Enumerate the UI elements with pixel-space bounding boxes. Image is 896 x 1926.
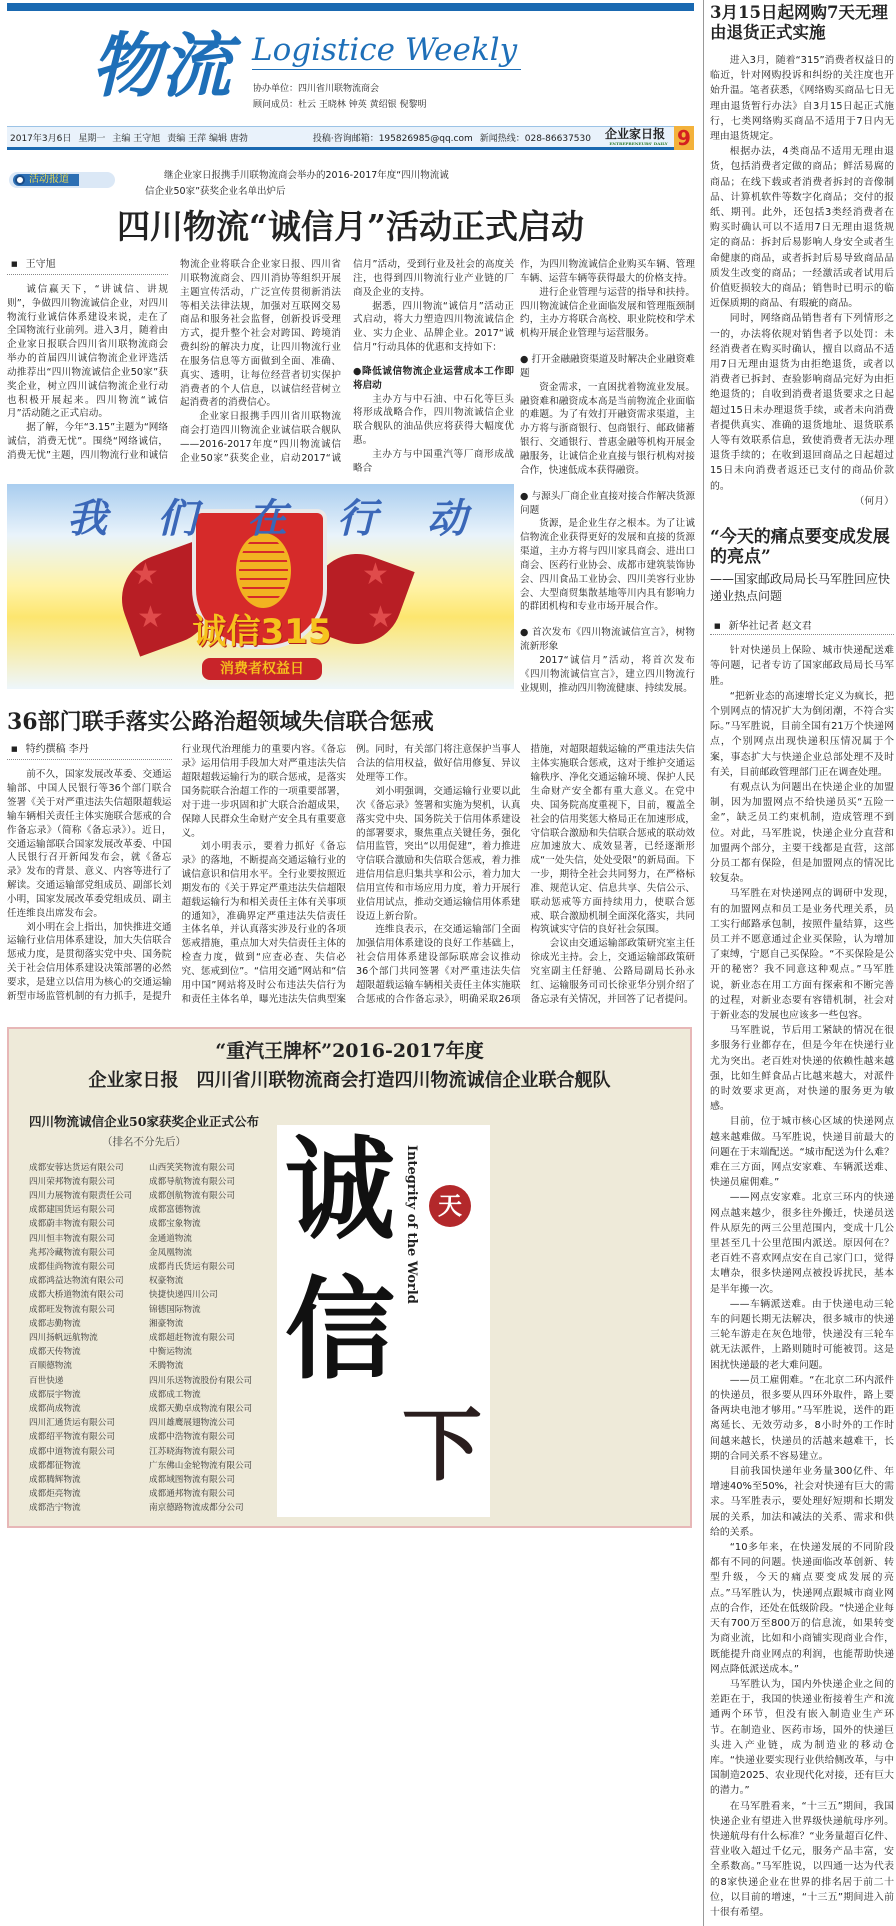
list-item: 成都辰宇物流 (29, 1389, 81, 1400)
list-item: 成都宝象物流 (149, 1219, 201, 1230)
star-icon: ★ (362, 556, 389, 592)
paragraph: 刘小明强调，交通运输行业要以此次《备忘录》签署和实施为契机，认真落实党中央、国务院关于信用体系建设的部署要求，聚焦重点关键任务，强化信用监管，突出“以用促建”，着力推进守信联合激励和失信联合惩戒，着力推进信用信息归集共享和公示，着力加大信用宣传和市场应用力度，着力开展行业信用试点，推动交通运输信用体系建设迈上新台阶。 (356, 786, 521, 922)
news-hotline: 新闻热线：028-86637530 (479, 133, 591, 144)
awards-list-title: 四川物流诚信企业50家获奖企业正式公布 (29, 1113, 259, 1129)
list-item: 成都创航物流有限公司 (149, 1190, 235, 1201)
weekday: 星期一 (78, 133, 106, 144)
list-item: 成都蔚丰物流有限公司 (29, 1219, 115, 1230)
paragraph: ——网点安家难。北京三环内的快递网点越来越少，很多往外搬迁，快递员送件从原先的两三公里范围内，变成十几公里甚至几十公里范围内派送。原因何在？老百姓不喜欢网点安在自己家门口，觉得太嘈杂，很多快递网点被投诉扰民，基本是半年搬一次。 (710, 1192, 894, 1295)
byline: ■ 王守旭 (7, 258, 168, 275)
banner-sub-text: 消费者权益日 (202, 658, 322, 680)
list-item: 成都富德物流 (149, 1205, 201, 1216)
list-item: 成都安蓉达货运有限公司 (29, 1162, 124, 1173)
paragraph: 针对快递员上保险、城市快递配送难等问题，记者专访了国家邮政局局长马军胜。 (710, 645, 894, 687)
list-item: 百世快递 (29, 1375, 64, 1386)
list-item: 四川荣邦物流有限公司 (29, 1176, 115, 1187)
list-item: 成都炬亮物流 (29, 1489, 81, 1500)
paragraph: 在马军胜看来，“十三五”期间，我国快递企业有望进入世界级快递航母序列。快递航母有什么标准？“业务量超百亿件、营业收入超过千亿元，服务产品丰富，安全系数高。”马军胜说，以四通一达为代表的8家快递企业在世界的排名居于前二十位，以目前的增速，“十三五”期间进入前十很有希望。 (710, 1800, 894, 1918)
main-headline: 四川物流“诚信月”活动正式启动 (117, 207, 584, 246)
section-heading: ● 与源头厂商企业直接对接合作解决货源问题 (520, 490, 695, 516)
page-number: 9 (674, 126, 694, 150)
list-item: 湘豪物流 (149, 1318, 184, 1329)
integrity-calligraphy-artwork: 诚 信 Integrity of the World 天 下 (277, 1125, 490, 1517)
star-icon: ★ (137, 599, 164, 635)
globe-icon (236, 533, 291, 608)
paragraph: 主办方与中石油、中石化等巨头将形成战略合作，四川物流诚信企业联合舰队的油品供应将获得大幅度优惠。 (353, 393, 514, 447)
issue-date: 2017年3月6日 (10, 133, 72, 144)
list-item: 成都大桥道物流有限公司 (29, 1290, 124, 1301)
paragraph: 作，为四川物流诚信企业购买车辆、管理车辆、运营车辆等获得最大的价格支持。 (520, 259, 695, 284)
list-item: 金通道物流 (149, 1233, 192, 1244)
globe-icon (15, 175, 25, 185)
list-item: 四川扬帆远航物流 (29, 1332, 98, 1343)
list-item: 成都腾辉物流 (29, 1474, 81, 1485)
list-item: 中衡运物流 (149, 1347, 192, 1358)
section-tag-label: 活动报道 (13, 174, 79, 186)
byline: ■ 新华社记者 赵文君 (710, 617, 894, 635)
editors: 责编 王萍 编辑 唐勃 (167, 133, 248, 144)
advisors: 顾问成员：杜云 王晓林 钟英 黄绍银 倪黎明 (253, 100, 427, 110)
side2-headline: “今天的痛点要变成发展的亮点” (710, 527, 890, 568)
list-item: 成都导航物流有限公司 (149, 1176, 235, 1187)
side2-subtitle: ——国家邮政局局长马军胜回应快递业热点问题 (710, 572, 891, 604)
list-item: 成都佳尚物流有限公司 (29, 1261, 115, 1272)
list-item: 成都尚成物流 (29, 1403, 81, 1414)
awards-list-col2 (149, 1161, 252, 1516)
section-heading: ● 打开金融融资渠道及时解决企业融资难题 (520, 354, 695, 379)
list-item: 广东佛山金轮物流有限公司 (149, 1460, 253, 1471)
paragraph: 根据办法，4类商品不适用无理由退货，包括消费者定做的商品；鲜活易腐的商品；在线下载或者消费者拆封的音像制品、计算机软件等数字化商品；交付的报纸、期刊。此外，还包括3类经消费者在购买时确认可以不适用7日无理由退货规定的商品：拆封后易影响人身安全或者生命健康的商品，或者拆封后易导致商品品质发生改变的商品；一经激活或者试用后价值贬损较大的商品；销售时已明示的临近保质期的商品、有瑕疵的商品。 (710, 146, 894, 310)
chief-editor: 主编 王守旭 (112, 133, 161, 144)
list-item: 四川恒丰物流有限公司 (29, 1233, 115, 1244)
masthead-english-title: Logistice Weekly (252, 31, 521, 70)
list-item: 成都浩宁物流 (29, 1503, 81, 1514)
article1 (7, 258, 695, 695)
article1-body (7, 258, 514, 476)
paragraph: 据了解，今年“3.15”主题为“网络诚信，消费无忧”。围绕“网络诚信，消费无忧”主题，四川物流行业和诚信物流企业将联合企业家日报、四川省川联物流商会、四川消协等组织开展主题宣传活动，广泛宣传贯彻新消法等相关法律法规，加强对互联网交易商品和服务社会监督，创新投诉受理方式，提升整个社会对跨国、跨境消费纠纷的解决力度，让四川物流行业在服务信息等方面做到全面、准确、真实、透明，让每位经营者切实保护消费者的个人信息，以诚信经营树立起消费者的消费信心。 (7, 259, 341, 461)
article1-header (7, 150, 695, 258)
paragraph: “把新业态的高速增长定义为疯长，把个别网点的情况扩大为倒闭潮，不符合实际。”马军胜说，目前全国有21万个快递网点，个别网点出现快递积压情况属于个案，事态扩大与快递企业总部处理不及时有关，目前邮政管理部门正在调查处理。 (710, 690, 894, 778)
masthead-title: 物流 (91, 24, 231, 107)
list-item: 成都建国货运有限公司 (29, 1205, 115, 1216)
list-item: 成都鸿益达物流有限公司 (29, 1276, 124, 1287)
list-item: 四川乐送物流股份有限公司 (149, 1375, 253, 1386)
paragraph: 刘小明在会上指出，加快推进交通运输行业信用体系建设，加大失信联合惩戒力度，是贯彻落实党中央、国务院关于社会信用体系建设决策部署的必然要求，是建立以信用为核心的交通运输新型市场监管机制的有力抓手，是提升行业现代治理能力的重要内容。《备忘录》运用信用手段加大对严重违法失信超限超载运输行为的联合惩戒，是落实国务院联合治超工作的一项重要部署，对于进一步巩固和扩大联合治超成果，保障人民群众生命财产安全具有重要意义。 (7, 744, 346, 1002)
paragraph: 据悉，四川物流“诚信月”活动正式启动，将大力塑造四川物流诚信企业、实力企业、品牌企业。2017“诚信月”行动具体的优惠和支持如下： (353, 300, 514, 354)
top-color-bar (7, 3, 694, 11)
list-item: 金凤凰物流 (149, 1247, 192, 1258)
section-heading: ●降低诚信物流企业运营成本工作即将启动 (353, 365, 514, 391)
paragraph: 马军胜在对快递网点的调研中发现，有的加盟网点和员工是业务代理关系，员工实行邮路承包制，按照件量结算，这些员工并不愿意通过企业买保险，认为增加了束缚，宁愿自己买保险。“不买保险是公开的秘密？我不同意这种观点。”马军胜说，新业态在用工方面有探索和不断完善的过程，对新业态要有容错机制，社会对于新业态的发展也应该多一些包容。 (710, 888, 894, 1021)
article2-body (7, 743, 695, 1006)
awards-title: “重汽王牌杯”2016-2017年度 (215, 1039, 484, 1062)
list-item: 成都旺发物流有限公司 (29, 1304, 115, 1315)
list-item: 四川力展物流有限责任公司 (29, 1190, 133, 1201)
awards-subtitle: 企业家日报 四川省川联物流商会打造四川物流诚信企业联合舰队 (88, 1069, 611, 1091)
paragraph: 货源，是企业生存之根本。为了让诚信物流企业获得更好的发展和直接的货源渠道，主办方将与四川家具商会、进出口商会、医药行业协会、成都市建筑装饰协会、四川食品工业协会、四川美容行业协会、大型商贸集散基地等川内具有影响力的群团机构和专业市场开展合作。 (520, 518, 695, 613)
article1-left (7, 258, 514, 689)
list-item: 四川汇通货运有限公司 (29, 1418, 115, 1429)
paragraph: 企业家日报携手四川省川联物流商会打造四川物流企业诚信联合舰队——2016-2017年度“四川物流诚信企业50家”获奖企业，启动2017“诚信月”活动，受到行业及社会的高度关注，也得到四川物流行业产业链的厂商及企业的支持。 (180, 259, 514, 464)
paragraph: 马军胜说，节后用工紧缺的情况在很多服务行业都存在，但是今年在快递行业尤为突出。老百姓对快递的依赖性越来越强，比如生鲜食品占比越来越大，对派件的时效要求更高，对快递的服务更为敏感。 (710, 1025, 894, 1113)
paper-logo: 企业家日报 ENTREPRENEURS' DAILY (604, 127, 668, 146)
paragraph: 会议由交通运输部政策研究室主任徐成光主持。会上，交通运输部政策研究室副主任舒驰、公路局副局长孙永红、运输服务司司长徐亚华分别介绍了备忘录有关情况，并回答了记者提问。 (530, 938, 695, 1005)
article1-body-continued (520, 258, 695, 695)
paragraph: 马军胜认为，国内外快递企业之间的差距在于，我国的快递业衔接着生产和流通两个环节，但没有嵌入制造业生产环节。在制造业、医药市场，国外的快递巨头进入产业链，成为制造业的移动仓库。“快递业要实现行业供给侧改革，与中国制造2025、农业现代化对接，还有巨大的潜力。” (710, 1678, 894, 1797)
paragraph: 刘小明表示，要着力抓好《备忘录》的落地，不断提高交通运输行业的诚信意识和信用水平。全行业要按照近期发布的《关于界定严重违法失信超限超载运输行为和相关责任主体有关事项的通知》，准确界定严重违法失信责任主体名单，并认真落实涉及行业的各项惩戒措施，重点加大对失信责任主体的检查力度，做到“应查必查、失信必究、惩戒到位”。“信用交通”网站和“信用中国”网站将及时公布违法失信行为和责任主体名单，曝光违法失信典型案例。同时，有关部门将注意保护当事人合法的信用权益，做好信用修复、异议处理等工作。 (181, 744, 521, 1005)
byline: ■ 特约撰稿 李丹 (7, 743, 172, 760)
side1-body (710, 53, 894, 509)
list-item: 成都绍平物流有限公司 (29, 1432, 115, 1443)
side2-body (710, 643, 894, 1920)
section-tag (9, 172, 115, 188)
paragraph: 2017“诚信月”活动，将首次发布《四川物流诚信宣言》，建立四川物流行业规则，推动四川物流健康、持续发展。 (520, 654, 695, 694)
article2-headline: 36部门联手落实公路治超领域失信联合惩戒 (7, 709, 434, 736)
paragraph: 主办方与中国重汽等厂商形成战略合 (353, 448, 514, 474)
paragraph: 目前我国快递年业务量300亿件、年增速40%至50%，社会对快递有巨大的需求。马军胜表示，要处理好短期和长期发展的关系，加法和减法的关系、需求和供给的关系。 (710, 1466, 894, 1538)
list-item: 兆邦冷藏物流有限公司 (29, 1247, 115, 1258)
list-item: 成都天传物流 (29, 1347, 81, 1358)
list-item: 南京德路物流成都分公司 (149, 1503, 244, 1514)
side1-headline: 3月15日起网购7天无理由退货正式实施 (710, 3, 888, 42)
list-item: 成都域图物流有限公司 (149, 1474, 235, 1485)
paragraph: ——员工雇佣难。“在北京二环内派件的快递员，很多要从四环外取件，路上要备两块电池才够用。”马军胜说，送件的距离延长、无效劳动多，8小时外的工作时间越来越长，快递员的活越来越难干，长期的合同关系不容易建立。 (710, 1374, 894, 1462)
banner-main-text: 诚信315 (192, 611, 332, 652)
article-lead: 继企业家日报携手川联物流商会举办的2016-2017年度“四川物流诚信企业50家”获奖企业名单出炉后 (145, 170, 449, 197)
list-item: 百顺德物流 (29, 1361, 72, 1372)
sidebar-column (704, 0, 896, 1926)
list-item: 锦德国际物流 (149, 1304, 201, 1315)
issue-info-bar (7, 126, 694, 150)
list-item: 成都超赶物流有限公司 (149, 1332, 235, 1343)
section-heading: ● 首次发布《四川物流诚信宣言》，树物流新形象 (520, 627, 695, 653)
paragraph: 前不久，国家发展改革委、交通运输部、中国人民银行等36个部门联合签署《关于对严重违法失信超限超载运输车辆相关责任主体实施联合惩戒的合作备忘录》（简称《备忘录》）。近日，交通运输部联合国家发展改革委、中国人民银行召开新闻发布会，就《备忘录》发布的背景、意义、内容等进行了解读。交通运输部党组成员、副部长刘小明，国家发展改革委党组成员、副主任连维良出席发布会。 (7, 769, 172, 919)
list-item: 四川雄鹰展翅物流公司 (149, 1418, 235, 1429)
masthead (7, 11, 695, 126)
star-icon: ★ (367, 599, 394, 635)
paragraph: 资金需求，一直困扰着物流业发展。融资难和融资成本高是当前物流企业面临的难题。为了有效打开融资需求渠道，主办方将与浙商银行、包商银行、邮政储蓄银行、交通银行、普惠金融等机构开展金融服务，让诚信企业直接与银行机构对接合作，快速低成本获得融资。 (520, 381, 695, 476)
list-item: 成都成工物流 (149, 1389, 201, 1400)
list-item: 江苏晓海物流有限公司 (149, 1446, 235, 1457)
paragraph: 目前，位于城市核心区域的快递网点越来越难做。马军胜说，快递目前最大的问题在于末端配送。“城市配送为什么难？难在三方面，网点安家难、车辆派送难、快递员雇佣难。” (710, 1116, 894, 1189)
list-item: 成都天勤卓成物流有限公司 (149, 1403, 253, 1414)
list-item: 成都肖氏货运有限公司 (149, 1261, 235, 1272)
awards-list-col1 (29, 1161, 132, 1516)
paragraph: 进行企业管理与运营的指导和扶持。四川物流诚信企业面临发展和管理瓶颈制约，主办方将联合高校、职业院校和学术机构开展企业管理与运营服务。 (520, 286, 695, 340)
awards-note: （排名不分先后） (102, 1135, 186, 1148)
paragraph: “10多年来，在快递发展的不同阶段都有不同的问题。快递面临改革创新、转型升级，今天的痛点要变成发展的亮点。”马军胜认为，快递网点跟城市商业网点的合作，还处在低级阶段。“快递企业每天有700万至800万的信息流，如果转变为商业流，比如和小商铺实现商业合作，既能提升商业网点的利润，也能帮助快递网点降低派送成本。” (710, 1542, 894, 1675)
list-item: 成都都征物流 (29, 1460, 81, 1471)
paragraph: 有观点认为问题出在快递企业的加盟制，因为加盟网点不给快递员买“五险一金”，缺乏员工约束机制，造成管理不到位。对此，马军胜说，快递企业分直营和加盟两个部分，主要干线都是直营，这部分员工都有保险，但是加盟网点的情况比较复杂。 (710, 781, 894, 885)
paragraph: ——车辆派送难。由于快递电动三轮车的问题长期无法解决，很多城市的快递三轮车游走在灰色地带，快递没有三轮车就无法派件，上路则随时可能被罚。这是困扰快递最的老大难问题。 (710, 1298, 894, 1371)
contact-email: 投稿·咨询邮箱：195826985@qq.com (312, 133, 473, 144)
signature: （何月） (854, 495, 894, 507)
list-item: 权豪物流 (149, 1276, 184, 1287)
paragraph: 进入3月，随着“315”消费者权益日的临近，针对网购投诉和纠纷的关注度也开始升温。笔者获悉，《网络购买商品七日无理由退货暂行办法》自3月15日起正式施行，七类网络购买商品不适用于7日内无理由退货规定。 (710, 55, 894, 143)
paragraph: 同时，网络商品销售者有下列情形之一的，办法将依规对销售者予以处罚：未经消费者在购买时确认，擅自以商品不适用7日无理由退货为由拒绝退货，或者以消费者已拆封、查验影响商品完好为由拒绝退货的；自收到消费者退货要求之日起超过15日未办理退货手续，或者未向消费者提供真实、准确的退货地址、退货联系人等有效联系信息，致使消费者无法办理退货手续的；在收到退回商品之日起超过15日未向消费者返还已支付的商品价款的。 (710, 313, 894, 492)
list-item: 成都志勤物流 (29, 1318, 81, 1329)
co-organizer: 协办单位：四川省川联物流商会 (253, 84, 380, 94)
banner-image-315 (7, 484, 514, 689)
paragraph: 连维良表示，在交通运输部门全面加强信用体系建设的良好工作基础上，社会信用体系建设部际联席会议推动36个部门共同签署《对严重违法失信超限超载运输车辆相关责任主体实施联合惩戒的合作备忘录》，明确采取26项措施，对超限超载运输的严重违法失信主体实施联合惩戒，这对于维护交通运输秩序、净化交通运输环境、保护人民生命财产安全都有重大意义。在党中央、国务院高度重视下，目前，覆盖全社会的信用奖惩大格局正在加速形成，守信联合激励和失信联合惩戒的联动效应加速放大、成效显著，已经逐渐形成“一处失信，处处受限”的新局面。下一步，期待全社会共同努力，在严格标准、规范认定、信息共享、失信公示、联动惩戒等方面持续用力，使联合惩戒、联合激励机制全面深化落实，共同构筑诚实守信的良好社会氛围。 (356, 744, 695, 1005)
paragraph: 诚信赢天下，“讲诚信、讲规则”，争做四川物流诚信企业，对四川物流行业诚信体系建设来说，走在了全国物流行业前列。进入3月，随着由企业家日报联合四川省川联物流商会举办的首届四川诚信物流企业评选活动推荐出“四川物流诚信企业50家”获奖企业，树立四川诚信物流企业行动也积极开展起来。四川物流“诚信月”活动随之正式启动。 (7, 283, 168, 420)
list-item: 成都中浩物流有限公司 (149, 1432, 235, 1443)
awards-box (7, 1027, 692, 1528)
list-item: 禾腾物流 (149, 1361, 184, 1372)
list-item: 山西笑笑物流有限公司 (149, 1162, 235, 1173)
list-item: 成都通邦物流有限公司 (149, 1489, 235, 1500)
banner-slogan: 我 们 在 行 动 (67, 494, 467, 542)
list-item: 快捷快递四川公司 (149, 1290, 218, 1301)
star-icon: ★ (132, 556, 159, 592)
list-item: 成都中道物流有限公司 (29, 1446, 115, 1457)
